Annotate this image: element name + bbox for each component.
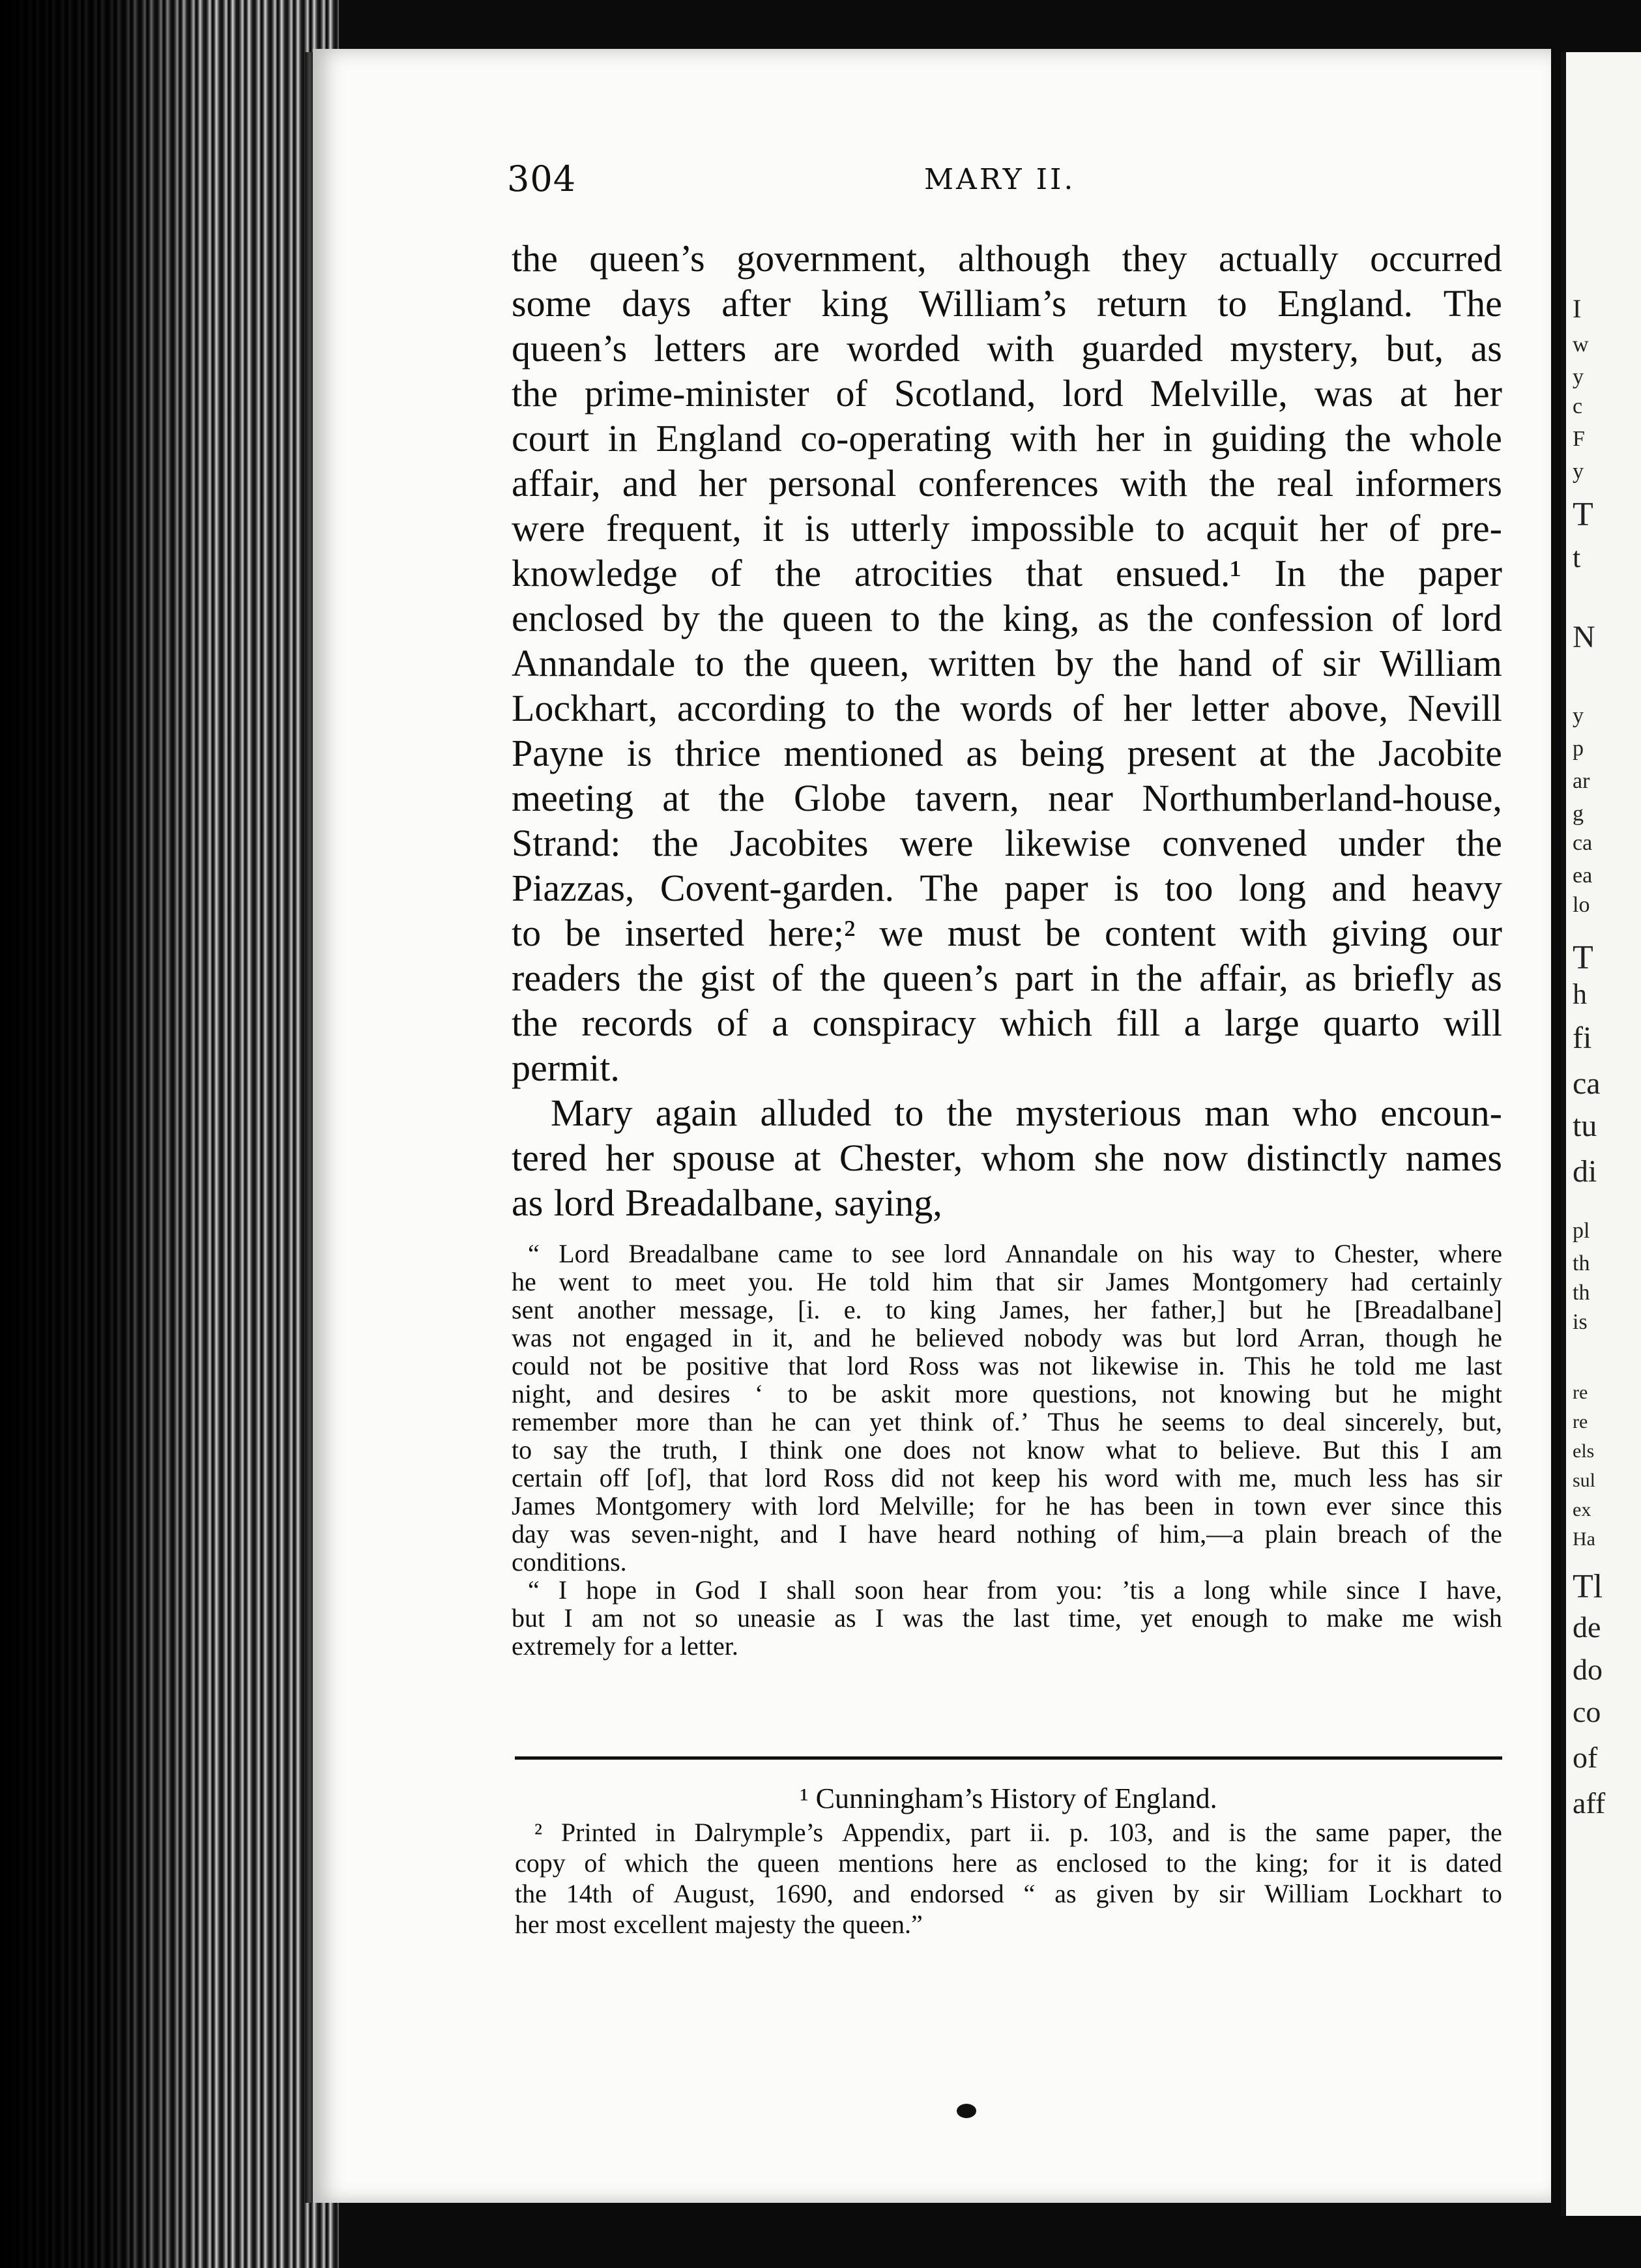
adjacent-page-fragment: t — [1573, 542, 1581, 574]
text-line: Mary again alluded to the mysterious man who encoun- — [551, 1092, 1502, 1134]
text-line: as lord Breadalbane, saying, — [512, 1182, 942, 1224]
text-line: were frequent, it is utterly impossible to acquit her of pre- — [512, 507, 1502, 549]
adjacent-page-fragment: aff — [1573, 1786, 1606, 1820]
adjacent-page-fragment: is — [1573, 1310, 1588, 1334]
text-line: knowledge of the atrocities that ensued.¹ In the paper — [512, 552, 1502, 594]
text-line: to be inserted here;² we must be content with giving our — [512, 912, 1502, 954]
adjacent-page-fragment: di — [1573, 1154, 1597, 1189]
text-line: the queen’s government, although they actually occurred — [512, 237, 1502, 280]
adjacent-page-fragment: co — [1573, 1695, 1601, 1728]
footnote-line: the 14th of August, 1690, and endorsed “ as given by sir William Lockhart to — [515, 1879, 1502, 1908]
footnotes — [515, 1781, 1502, 1940]
adjacent-page-fragment: T — [1573, 496, 1593, 533]
ink-blot — [957, 2104, 976, 2118]
text-line: tered her spouse at Chester, whom she now distinctly names — [512, 1137, 1502, 1179]
adjacent-page-fragment: lo — [1573, 893, 1590, 917]
quote-line: conditions. — [512, 1547, 627, 1577]
text-line: Piazzas, Covent-garden. The paper is too long and heavy — [512, 867, 1502, 909]
adjacent-page-fragment: th — [1573, 1281, 1590, 1305]
adjacent-page-fragment: of — [1573, 1741, 1598, 1774]
text-line: the prime-minister of Scotland, lord Melville, was at her — [512, 372, 1502, 414]
footnote-line: ² Printed in Dalrymple’s Appendix, part ii. p. 103, and is the same paper, the — [534, 1818, 1502, 1847]
adjacent-page-fragment: th — [1573, 1251, 1590, 1275]
adjacent-page-fragment: F — [1573, 427, 1585, 451]
adjacent-page-fragment: c — [1573, 394, 1583, 418]
text-line: court in England co-operating with her in guiding the whole — [512, 417, 1502, 459]
footnote-1: ¹ Cunningham’s History of England. — [800, 1782, 1217, 1814]
text-line: readers the gist of the queen’s part in the affair, as briefly as — [512, 957, 1502, 999]
adjacent-page-fragment: ar — [1573, 769, 1590, 793]
running-title: MARY II. — [924, 163, 1076, 196]
quote-line: “ Lord Breadalbane came to see lord Annandale on his way to Chester, where — [528, 1239, 1502, 1268]
adjacent-page-fragment: w — [1573, 332, 1589, 356]
quote-line: certain off [of], that lord Ross did not keep his word with me, much less has sir — [512, 1463, 1502, 1492]
quote-line: but I am not so uneasie as I was the last time, yet enough to make me wish — [512, 1603, 1502, 1633]
quote-line: day was seven-night, and I have heard nothing of him,—a plain breach of the — [512, 1519, 1502, 1548]
adjacent-page-fragment: h — [1573, 978, 1587, 1010]
adjacent-page-fragment: pl — [1573, 1219, 1590, 1243]
quote-line: “ I hope in God I shall soon hear from you: ’tis a long while since I have, — [528, 1575, 1502, 1605]
footnote-2 — [515, 1817, 1502, 1940]
text-line: Annandale to the queen, written by the hand of sir William — [512, 642, 1502, 684]
text-line: meeting at the Globe tavern, near Northumberland-house, — [512, 777, 1502, 819]
adjacent-page-fragment: g — [1573, 802, 1584, 826]
footnote-rule — [515, 1756, 1502, 1760]
text-line: some days after king William’s return to England. The — [512, 282, 1502, 325]
quote-line: extremely for a letter. — [512, 1631, 738, 1661]
adjacent-page-fragment: ea — [1573, 864, 1593, 888]
adjacent-page-fragment: els — [1573, 1440, 1595, 1462]
adjacent-page-fragment: ex — [1573, 1499, 1591, 1520]
body-text — [512, 236, 1502, 1660]
quote-line: he went to meet you. He told him that sir James Montgomery had certainly — [512, 1267, 1502, 1296]
adjacent-page-fragment: do — [1573, 1653, 1603, 1686]
edge-shadow — [0, 0, 209, 2268]
adjacent-page-fragment: re — [1573, 1382, 1588, 1403]
adjacent-page-fragment: p — [1573, 736, 1584, 761]
quote-line: to say the truth, I think one does not know what to believe. But this I am — [512, 1435, 1502, 1464]
text-line: Payne is thrice mentioned as being present at the Jacobite — [512, 732, 1502, 774]
adjacent-page-fragment: de — [1573, 1610, 1601, 1644]
adjacent-page-fragment: T — [1573, 939, 1593, 976]
adjacent-page-fragment: Ha — [1573, 1528, 1595, 1550]
adjacent-page-fragment: re — [1573, 1411, 1588, 1432]
adjacent-page-fragment: I — [1573, 294, 1582, 323]
adjacent-page-fragment: ca — [1573, 1066, 1601, 1101]
text-line: Strand: the Jacobites were likewise convened under the — [512, 822, 1502, 864]
quote-line: could not be positive that lord Ross was not likewise in. This he told me last — [512, 1351, 1502, 1380]
adjacent-page-fragment: y — [1573, 704, 1584, 728]
quote-line: remember more than he can yet think of.’ Thus he seems to deal sincerely, but, — [512, 1407, 1502, 1436]
body-paragraphs — [512, 236, 1502, 1225]
text-line: the records of a conspiracy which fill a large quarto will — [512, 1002, 1502, 1044]
adjacent-page-fragment: fi — [1573, 1021, 1592, 1055]
adjacent-page-fragment: ca — [1573, 831, 1593, 855]
adjacent-page-fragment: tu — [1573, 1109, 1597, 1143]
text-line: enclosed by the queen to the king, as the confession of lord — [512, 597, 1502, 639]
adjacent-page-fragment: N — [1573, 620, 1595, 654]
quoted-letter — [512, 1240, 1502, 1660]
page-number: 304 — [507, 158, 577, 199]
adjacent-page-fragment: y — [1573, 365, 1584, 389]
adjacent-page-edge — [1561, 52, 1641, 2216]
footnote-line: her most excellent majesty the queen.” — [515, 1910, 923, 1939]
adjacent-page-fragment: y — [1573, 459, 1584, 484]
quote-line: night, and desires ‘ to be askit more questions, not knowing but he might — [512, 1379, 1502, 1408]
quote-line: James Montgomery with lord Melville; for he has been in town ever since this — [512, 1491, 1502, 1520]
text-line: queen’s letters are worded with guarded mystery, but, as — [512, 327, 1502, 370]
text-line: permit. — [512, 1047, 620, 1089]
adjacent-page-fragment: sul — [1573, 1470, 1596, 1491]
adjacent-page-fragment: Tl — [1573, 1568, 1603, 1605]
quote-line: was not engaged in it, and he believed nobody was but lord Arran, though he — [512, 1323, 1502, 1352]
footnote-line: copy of which the queen mentions here as enclosed to the king; for it is dated — [515, 1848, 1502, 1878]
quote-line: sent another message, [i. e. to king James, her father,] but he [Breadalbane] — [512, 1295, 1502, 1324]
text-line: affair, and her personal conferences with the real informers — [512, 462, 1502, 504]
text-line: Lockhart, according to the words of her letter above, Nevill — [512, 687, 1502, 729]
